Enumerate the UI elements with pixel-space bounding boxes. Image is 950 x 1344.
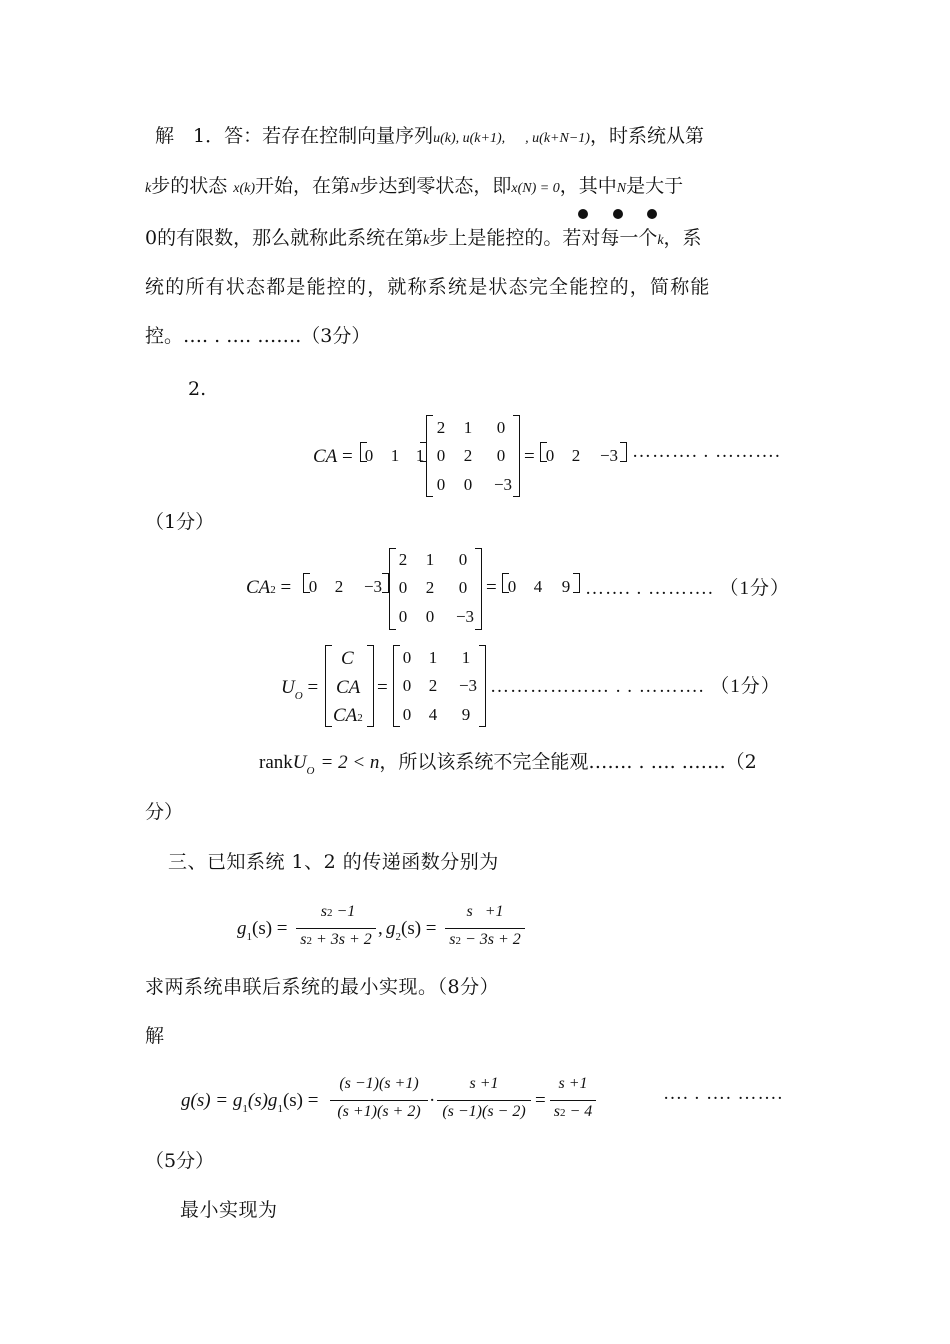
var-N: N — [350, 181, 360, 196]
gs-frac2-num: s +1 — [469, 1075, 499, 1092]
ca-c-2: 1 — [415, 446, 425, 465]
uo-11: 0 — [402, 648, 412, 667]
uo-col-bracket-left — [325, 645, 332, 727]
a2-32: 0 — [425, 607, 435, 626]
var-k-2: k — [423, 233, 430, 248]
ca-label: CA = — [313, 446, 353, 467]
rank-line — [259, 751, 757, 776]
emphasis-dot-2 — [613, 209, 623, 219]
a2-12: 1 — [425, 550, 435, 569]
ca2-r-2: 9 — [561, 577, 571, 596]
ca2-label: CA2 = — [246, 577, 292, 598]
g1-numerator: s2 −1 — [320, 903, 356, 920]
uo-leader-dots: ……………… . . ………. （1分） — [490, 676, 781, 697]
ca2-c-2: −3 — [363, 577, 383, 596]
ca2-leader-dots: ……. . ………. （1分） — [585, 578, 791, 599]
uo-22: 2 — [428, 676, 438, 695]
gs-frac2-den: (s −1)(s − 2) — [442, 1103, 526, 1120]
a-33: −3 — [493, 475, 513, 494]
a2-33: −3 — [455, 607, 475, 626]
ca-result-bracket-right — [620, 442, 627, 462]
gs-frac3-num: s +1 — [558, 1075, 588, 1092]
rank-uo: U — [292, 752, 307, 773]
ca2-result-bracket-right — [573, 573, 580, 593]
answer-line-2-c: 步达到零状态，即 — [359, 175, 512, 197]
g1-lhs: $g_1(s)$ = — [237, 918, 288, 943]
a-12: 1 — [463, 418, 473, 437]
section-3-question: 求两系统串联后系统的最小实现。（8分） — [145, 976, 500, 998]
g-separator: , — [378, 918, 383, 939]
uo-label: $U_O$ = — [281, 677, 319, 702]
ca-equals: = — [524, 446, 535, 467]
var-k: k — [145, 181, 152, 196]
a2-11: 2 — [398, 550, 408, 569]
control-seq-2: , u(k+N−1) — [525, 131, 590, 146]
answer-line-3-c: ，系 — [663, 227, 702, 249]
uo-31: 0 — [402, 705, 412, 724]
ca2-r-1: 4 — [533, 577, 543, 596]
ca2-c-1: 2 — [334, 577, 344, 596]
answer-line-1-tail: ，时系统从第 — [589, 125, 704, 147]
answer-line-2-e: 是大于 — [626, 175, 684, 197]
section-3-title: 三、已知系统 1、2 的传递函数分别为 — [168, 851, 499, 873]
uo-col-bracket-right — [367, 645, 374, 727]
emphasis-dot-1 — [578, 209, 588, 219]
gs-frac2-bar — [437, 1100, 531, 1101]
gs-equals: = — [535, 1090, 546, 1111]
gs-frac1-den: (s +1)(s + 2) — [337, 1103, 421, 1120]
ca-r-2: −3 — [599, 446, 619, 465]
ca2-equals: = — [486, 577, 497, 598]
answer-line-2-b: 开始，在第 — [255, 175, 351, 197]
g1-denominator: s2 + 3s + 2 — [300, 931, 372, 948]
g2-numerator: s +1 — [466, 903, 504, 920]
a2-matrix-bracket-right — [475, 548, 482, 630]
control-seq-1: u(k), u(k+1), — [433, 131, 506, 146]
a2-31: 0 — [398, 607, 408, 626]
rank-conclusion: ，所以该系统不完全能观……. . …. …….（2 — [379, 751, 757, 773]
a-21: 0 — [436, 446, 446, 465]
answer-line-2 — [145, 175, 683, 200]
minimal-realization-label: 最小实现为 — [180, 1199, 278, 1221]
uo-13: 1 — [461, 648, 471, 667]
ca2-r-0: 0 — [507, 577, 517, 596]
answer-line-2-a: 步的状态 — [151, 175, 228, 197]
uo-12: 1 — [428, 648, 438, 667]
answer-line-3 — [145, 227, 702, 252]
ca-leader-dots: ………. . ………. — [632, 441, 781, 462]
g2-lhs: $g_2(s)$ = — [386, 918, 437, 943]
rank-op: rank — [259, 752, 293, 773]
answer-line-3-a: 0的有限数，那么就称此系统在第 — [145, 227, 424, 249]
gs-dot-product: · — [429, 1090, 436, 1111]
emphasis-dot-3 — [647, 209, 657, 219]
a-31: 0 — [436, 475, 446, 494]
g-series-lhs: $g(s) = g_1(s)g_1(s)$ = — [181, 1090, 319, 1115]
uo-23: −3 — [458, 676, 478, 695]
uo-21: 0 — [402, 676, 412, 695]
a-13: 0 — [496, 418, 506, 437]
ca-c-0: 0 — [364, 446, 374, 465]
a-11: 2 — [436, 418, 446, 437]
answer-line-2-d: ，其中 — [559, 175, 617, 197]
answer-line-1 — [155, 125, 704, 150]
solution-label: 解 — [145, 1025, 165, 1047]
g2-fraction-bar — [445, 928, 525, 929]
var-k-3: k — [657, 233, 664, 248]
rank-score-tail: 分） — [145, 801, 184, 823]
ca-r-1: 2 — [571, 446, 581, 465]
a2-23: 0 — [458, 578, 468, 597]
a-22: 2 — [463, 446, 473, 465]
zero-state-eq: x(N) = 0 — [511, 181, 560, 196]
ca-score: （1分） — [145, 511, 215, 533]
a-23: 0 — [496, 446, 506, 465]
answer-line-3-b: 步上是能控的。若对每一个 — [429, 227, 658, 249]
ca-c-1: 1 — [390, 446, 400, 465]
rank-uo-sub: O — [306, 765, 315, 777]
uo-32: 4 — [428, 705, 438, 724]
gs-leader-dots: …. . …. ……. — [663, 1083, 784, 1104]
answer-line-5: 控。…. . …. …….（3分） — [145, 325, 371, 347]
uo-ca2: CA2 — [333, 705, 363, 726]
ca2-c-0: 0 — [308, 577, 318, 596]
answer-intro: 解 1．答：若存在控制向量序列 — [155, 125, 434, 147]
gs-frac3-bar — [550, 1100, 596, 1101]
var-xk: x(k) — [233, 181, 256, 196]
a2-21: 0 — [398, 578, 408, 597]
var-N-2: N — [616, 181, 627, 196]
a2-13: 0 — [458, 550, 468, 569]
answer-line-4: 统的所有状态都是能控的，就称系统是状态完全能控的，简称能 — [145, 276, 711, 298]
uo-33: 9 — [461, 705, 471, 724]
rank-inequality: = 2 < n — [320, 752, 380, 773]
g1-fraction-bar — [296, 928, 376, 929]
a-32: 0 — [463, 475, 473, 494]
uo-matrix-bracket-right — [479, 645, 486, 727]
gs-frac3-den: s2 − 4 — [553, 1103, 593, 1120]
uo-ca: CA — [336, 677, 361, 698]
part-2-number: 2. — [188, 378, 207, 400]
uo-equals: = — [377, 677, 388, 698]
gs-frac1-num: (s −1)(s +1) — [339, 1075, 419, 1092]
uo-c: C — [341, 648, 354, 669]
score-5: （5分） — [145, 1150, 215, 1172]
ca-r-0: 0 — [545, 446, 555, 465]
gs-frac1-bar — [330, 1100, 428, 1101]
a2-22: 2 — [425, 578, 435, 597]
a-matrix-bracket-right — [513, 415, 520, 497]
g2-denominator: s2 − 3s + 2 — [449, 931, 521, 948]
